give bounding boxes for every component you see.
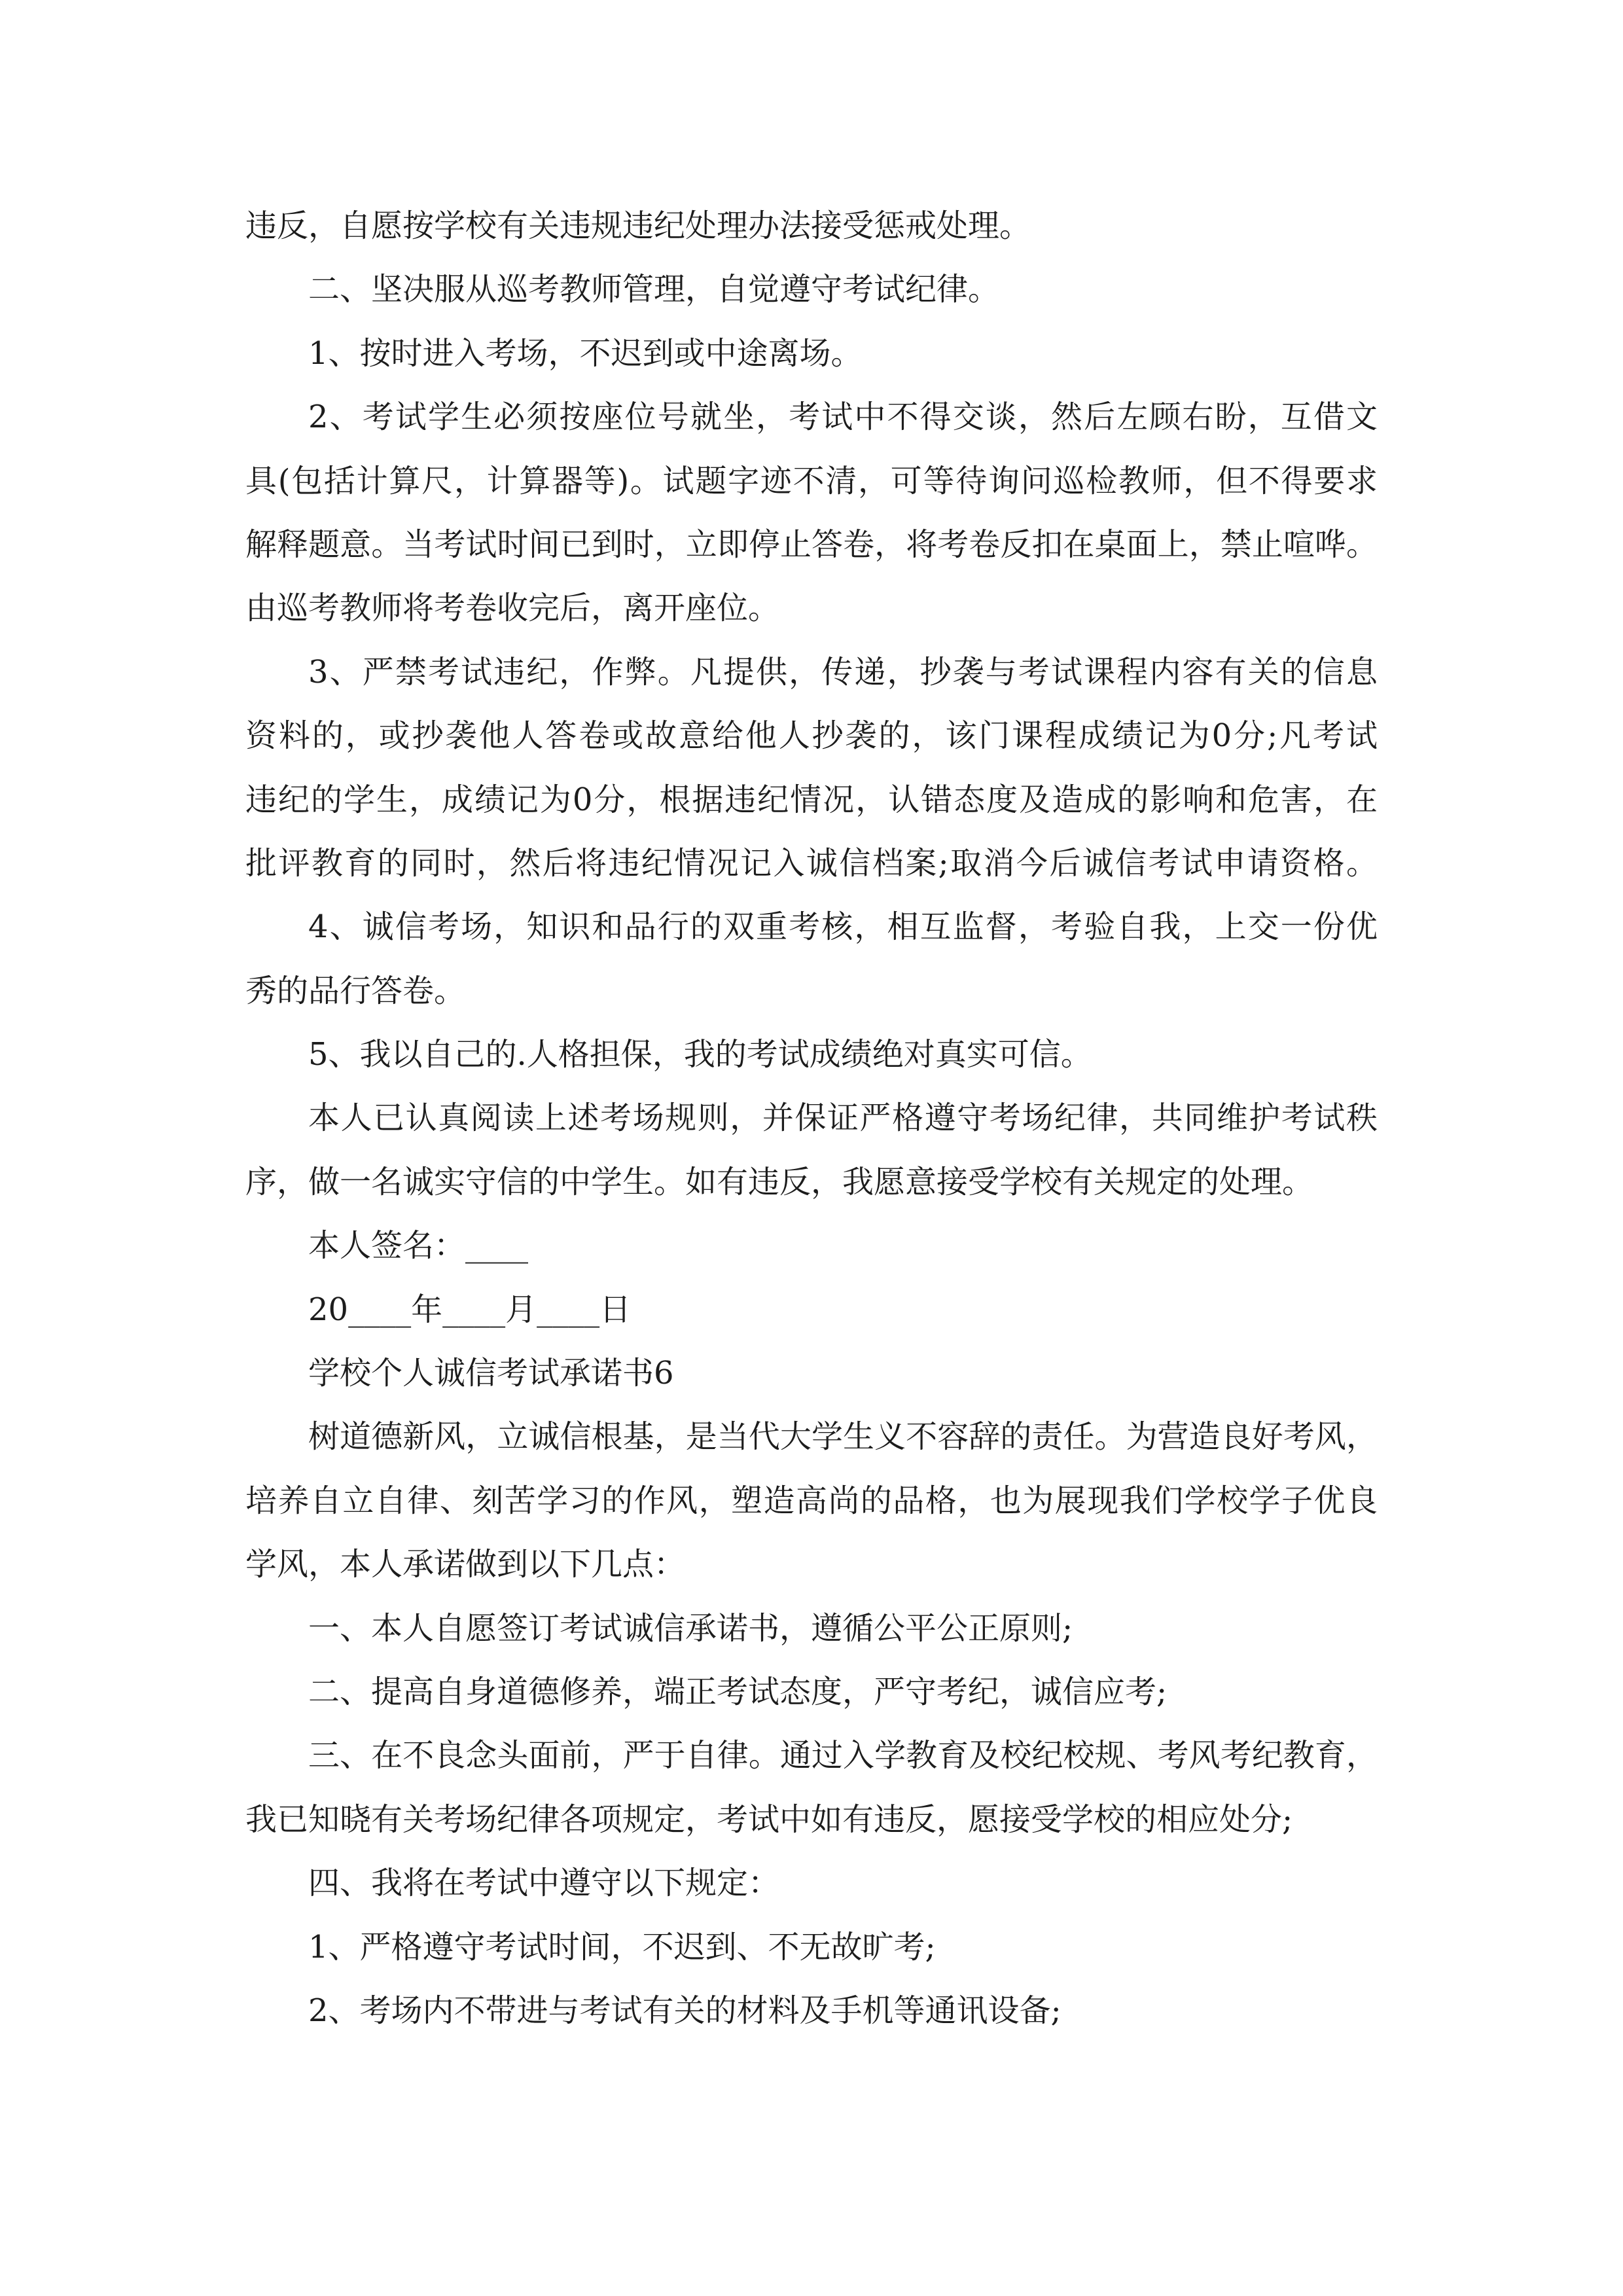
paragraph-line: 一、本人自愿签订考试诚信承诺书，遵循公平公正原则; (308, 1609, 1073, 1647)
paragraph-line: 1、严格遵守考试时间，不迟到、不无故旷考; (308, 1928, 936, 1965)
paragraph-line: 具(包括计算尺，计算器等)。试题字迹不清，可等待询问巡检教师，但不得要求 (245, 462, 1378, 499)
paragraph-line: 三、在不良念头面前，严于自律。通过入学教育及校纪校规、考风考纪教育， (308, 1737, 1378, 1774)
paragraph-line: 本人已认真阅读上述考场规则，并保证严格遵守考场纪律，共同维护考试秩 (308, 1100, 1378, 1137)
paragraph (245, 258, 1378, 321)
paragraph-line: 5、我以自己的.人格担保，我的考试成绩绝对真实可信。 (308, 1036, 1092, 1073)
paragraph-line: 违纪的学生，成绩记为0分，根据违纪情况，认错态度及造成的影响和危害，在 (245, 781, 1378, 818)
paragraph-line: 培养自立自律、刻苦学习的作风，塑造高尚的品格，也为展现我们学校学子优良 (245, 1482, 1378, 1519)
paragraph-line: 资料的，或抄袭他人答卷或故意给他人抄袭的，该门课程成绩记为0分;凡考试 (245, 717, 1378, 755)
paragraph (245, 322, 1378, 386)
paragraph (245, 1405, 1378, 1596)
document-page (245, 194, 1378, 2043)
paragraph (245, 1086, 1378, 1214)
paragraph (245, 1724, 1378, 1852)
section-title: 学校个人诚信考试承诺书6 (308, 1355, 674, 1392)
paragraph-line: 2、考场内不带进与考试有关的材料及手机等通讯设备; (308, 1992, 1061, 2029)
paragraph (245, 1023, 1378, 1086)
paragraph-line: 四、我将在考试中遵守以下规定： (308, 1865, 780, 1902)
date-line: 20____年____月____日 (308, 1291, 632, 1328)
paragraph-line: 秀的品行答卷。 (245, 972, 466, 1009)
paragraph-line: 2、考试学生必须按座位号就坐，考试中不得交谈，然后左顾右盼，互借文 (308, 399, 1378, 436)
paragraph-line: 树道德新风，立诚信根基，是当代大学生义不容辞的责任。为营造良好考风， (308, 1418, 1378, 1456)
signature-line: 本人签名：____ (308, 1227, 529, 1265)
paragraph-line: 由巡考教师将考卷收完后，离开座位。 (245, 590, 780, 627)
paragraph-line: 二、坚决服从巡考教师管理，自觉遵守考试纪律。 (308, 271, 1000, 308)
paragraph (245, 1916, 1378, 1979)
paragraph-line: 二、提高自身道德修养，端正考试态度，严守考纪，诚信应考; (308, 1673, 1168, 1710)
paragraph-line: 序，做一名诚实守信的中学生。如有违反，我愿意接受学校有关规定的处理。 (245, 1163, 1314, 1200)
paragraph (245, 1852, 1378, 1915)
paragraph-line: 学风，本人承诺做到以下几点： (245, 1546, 686, 1583)
paragraph-line: 违反，自愿按学校有关违规违纪处理办法接受惩戒处理。 (245, 207, 1031, 244)
paragraph-line: 1、按时进入考场，不迟到或中途离场。 (308, 334, 863, 372)
paragraph-line: 批评教育的同时，然后将违纪情况记入诚信档案;取消今后诚信考试申请资格。 (245, 844, 1378, 882)
paragraph-line: 解释题意。当考试时间已到时，立即停止答卷，将考卷反扣在桌面上，禁止喧哗。 (245, 526, 1378, 563)
paragraph-line: 3、严禁考试违纪，作弊。凡提供，传递，抄袭与考试课程内容有关的信息 (308, 653, 1378, 691)
paragraph (245, 895, 1378, 1023)
paragraph (245, 386, 1378, 641)
paragraph (245, 1597, 1378, 1660)
paragraph (245, 641, 1378, 896)
paragraph-line: 4、诚信考场，知识和品行的双重考核，相互监督，考验自我，上交一份优 (308, 908, 1378, 946)
paragraph (245, 1660, 1378, 1724)
paragraph (245, 1979, 1378, 2043)
paragraph (245, 194, 1378, 258)
paragraph-line: 我已知晓有关考场纪律各项规定，考试中如有违反，愿接受学校的相应处分; (245, 1801, 1293, 1838)
